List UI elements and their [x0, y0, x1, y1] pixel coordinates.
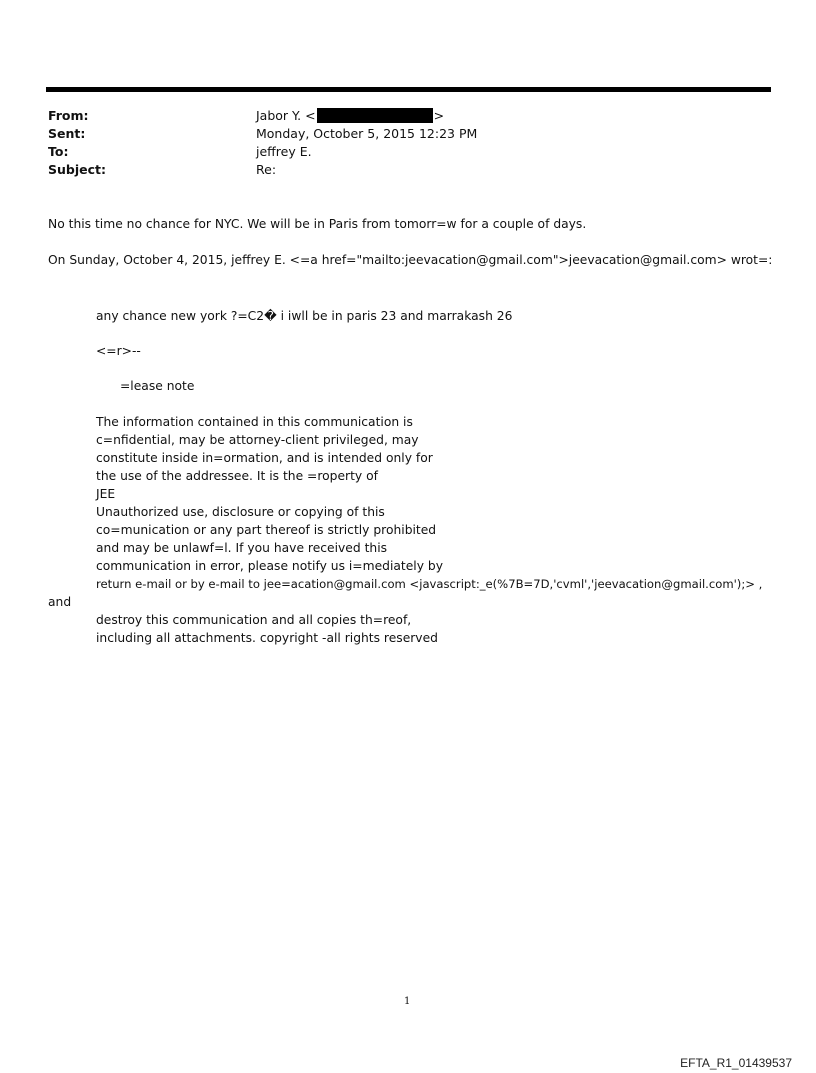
from-label: From:	[48, 108, 89, 123]
disclaimer-line: destroy this communication and all copies th=reof,	[96, 613, 412, 627]
disclaimer-line: Unauthorized use, disclosure or copying of this	[96, 505, 385, 519]
signature-separator: <=r>--	[96, 344, 141, 358]
disclaimer-line: and may be unlawf=l. If you have received this	[96, 541, 388, 555]
document-id: EFTA_R1_01439537	[680, 1056, 792, 1070]
reply-text: No this time no chance for NYC. We will be in Paris from tomorr=w for a couple of days.	[48, 217, 587, 231]
sent-value: Monday, October 5, 2015 12:23 PM	[256, 126, 478, 141]
disclaimer-line: c=nfidential, may be attorney-client privileged, may	[96, 433, 419, 447]
disclaimer-line: communication in error, please notify us i=mediately by	[96, 559, 443, 573]
from-close: >	[433, 108, 445, 123]
disclaimer-line: return e-mail or by e-mail to jee=acation@gmail.com <javascript:_e(%7B=7D,'cvml','jeevacation@gmail.com');> ,	[96, 577, 763, 591]
redaction-box	[317, 108, 433, 123]
disclaimer-line: co=munication or any part thereof is strictly prohibited	[96, 523, 437, 537]
please-note: =lease note	[120, 379, 195, 393]
sent-label: Sent:	[48, 126, 86, 141]
subject-value: Re:	[256, 162, 277, 177]
from-value	[256, 107, 444, 125]
wrapped-and: and	[48, 595, 72, 609]
disclaimer-line: constitute inside in=ormation, and is intended only for	[96, 451, 433, 465]
disclaimer-line: the use of the addressee. It is the =roperty of	[96, 469, 378, 483]
disclaimer-line: JEE	[96, 487, 116, 501]
to-label: To:	[48, 144, 69, 159]
quoted-message: any chance new york ?=C2� i iwll be in paris 23 and marrakash 26	[96, 309, 513, 323]
quote-intro: On Sunday, October 4, 2015, jeffrey E. <=a href="mailto:jeevacation@gmail.com">jeevacation@gmail.com> wrot=:	[48, 253, 773, 267]
header-rule	[46, 87, 771, 92]
to-value: jeffrey E.	[256, 144, 312, 159]
disclaimer-line: The information contained in this communication is	[96, 415, 413, 429]
page-number: 1	[404, 996, 411, 1007]
subject-label: Subject:	[48, 162, 106, 177]
from-name: Jabor Y. <	[256, 108, 316, 123]
disclaimer-line: including all attachments. copyright -all rights reserved	[96, 631, 438, 645]
